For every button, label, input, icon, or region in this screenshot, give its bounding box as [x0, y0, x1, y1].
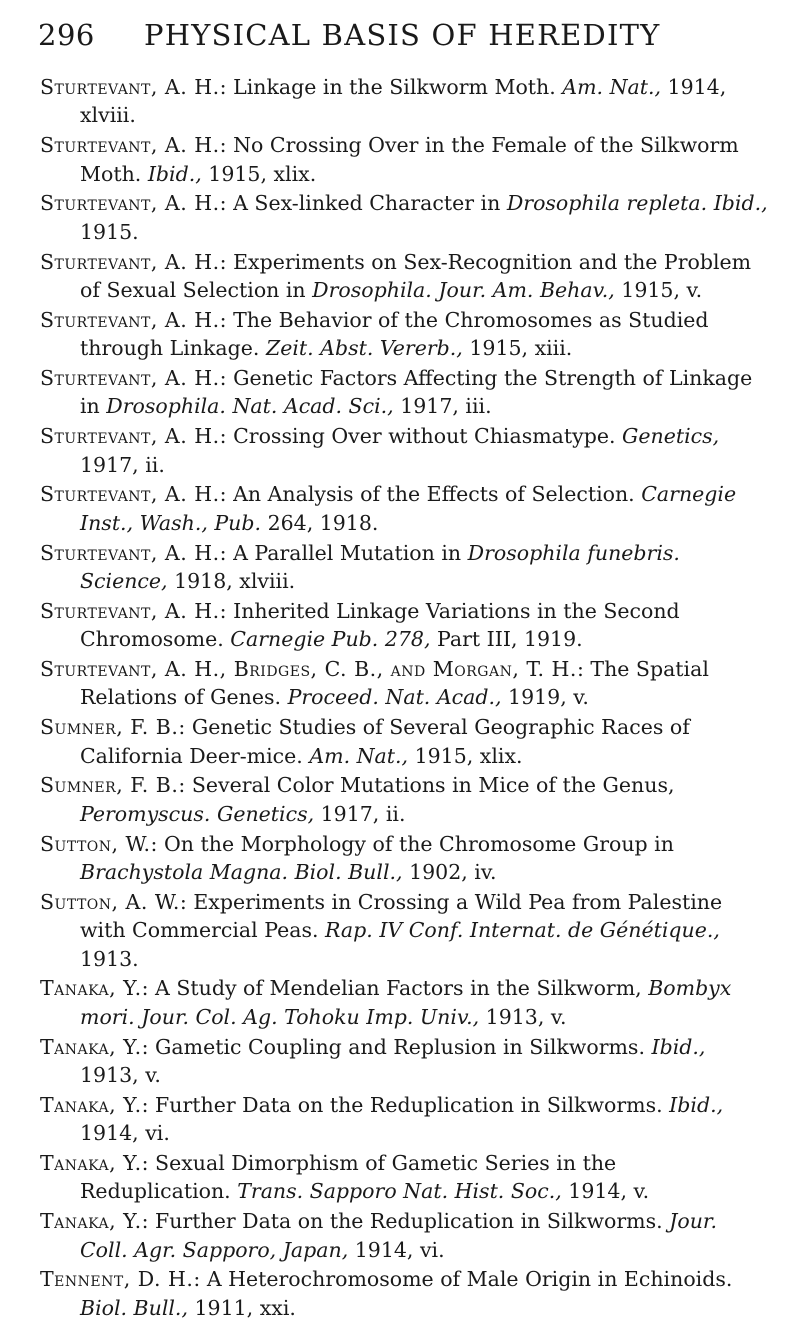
reference-details: 1902, iv.	[409, 860, 497, 885]
reference-entry: Sutton, A. W.: Experiments in Crossing a Wild Pea from Palestine with Commercial Peas. Rap. IV Conf. Internat. de Génétique., 1913.	[40, 889, 723, 971]
reference-details: 1917, ii.	[320, 801, 406, 826]
reference-author: Tennent, D. H.	[40, 1267, 194, 1292]
reference-species: Drosophila.	[312, 278, 432, 303]
reference-entry: Sturtevant, A. H.: A Sex-linked Character in Drosophila repleta. Ibid., 1915.	[40, 191, 768, 244]
reference-title: A Parallel Mutation in	[233, 540, 462, 565]
reference-title: Genetic Factors Affecting the Strength of Linkage in	[80, 366, 753, 419]
reference-journal: Biol. Bull.,	[294, 860, 403, 885]
reference-details: 1913.	[80, 946, 139, 971]
reference-species: Drosophila funebris.	[467, 540, 680, 565]
reference-details: 1915, xlix.	[414, 743, 523, 768]
reference-author: Sutton, W.	[40, 831, 151, 856]
reference-details: 1915, xlix.	[208, 161, 317, 186]
reference-entry: Sturtevant, A. H.: Linkage in the Silkworm Moth. Am. Nat., 1914, xlviii.	[40, 75, 727, 128]
reference-details: 1913, v.	[80, 1063, 161, 1088]
reference-details: 1914, v.	[568, 1179, 650, 1204]
reference-journal: Carnegie Inst., Wash., Pub.	[80, 482, 737, 535]
reference-title: No Crossing Over in the Female of the Silkworm Moth.	[80, 133, 739, 186]
reference-entry: Tanaka, Y.: Further Data on the Reduplication in Silkworms. Ibid., 1914, vi.	[40, 1092, 724, 1146]
reference-details: 1915, v.	[621, 278, 703, 303]
reference-title: An Analysis of the Effects of Selection.	[233, 482, 635, 507]
reference-entry: Sutton, W.: On the Morphology of the Chromosome Group in Brachystola Magna. Biol. Bull., 1902, iv.	[40, 831, 674, 885]
reference-details: 1914, vi.	[80, 1121, 170, 1146]
reference-entry: Sturtevant, A. H.: An Analysis of the Effects of Selection. Carnegie Inst., Wash., Pub. 264, 1918.	[40, 482, 737, 535]
reference-title: Experiments in Crossing a Wild Pea from Palestine with Commercial Peas.	[80, 889, 723, 943]
reference-journal: Jour. Col. Ag. Tohoku Imp. Univ.,	[141, 1004, 480, 1029]
reference-journal: Am. Nat.,	[562, 75, 662, 99]
reference-author: Sturtevant, A. H.	[40, 540, 220, 565]
reference-title: Linkage in the Silkworm Moth.	[233, 75, 556, 99]
running-head: PHYSICAL BASIS OF HEREDITY	[144, 18, 661, 52]
reference-details: Part III, 1919.	[437, 627, 583, 652]
reference-entry: Tanaka, Y.: Gametic Coupling and Replusion in Silkworms. Ibid., 1913, v.	[40, 1034, 706, 1088]
reference-author: Sturtevant, A. H.	[40, 191, 220, 216]
reference-author: Sumner, F. B.	[40, 715, 179, 740]
reference-entry: Sturtevant, A. H.: A Parallel Mutation in Drosophila funebris. Science, 1918, xlviii.	[40, 540, 680, 594]
reference-title: Further Data on the Reduplication in Silkworms.	[155, 1209, 663, 1234]
reference-details: 1915, xiii.	[469, 336, 573, 361]
reference-details: 1917, ii.	[80, 452, 165, 477]
reference-entry: Sturtevant, A. H.: Genetic Factors Affecting the Strength of Linkage in Drosophila. Nat. Acad. Sci., 1917, iii.	[40, 366, 753, 419]
reference-details: 1914, xlviii.	[80, 75, 727, 128]
reference-author: Tanaka, Y.	[40, 1034, 142, 1059]
reference-journal: Proceed. Nat. Acad.,	[287, 685, 502, 710]
reference-journal: Nat. Acad. Sci.,	[232, 394, 394, 419]
reference-author: Tanaka, Y.	[40, 1092, 142, 1117]
reference-title: A Study of Mendelian Factors in the Silkworm,	[155, 976, 642, 1001]
reference-title: The Behavior of the Chromosomes as Studied through Linkage.	[80, 307, 709, 361]
reference-details: 1918, xlviii.	[174, 569, 296, 594]
reference-species: Peromyscus.	[80, 801, 211, 826]
reference-details: 1914, vi.	[354, 1237, 445, 1262]
reference-title: Inherited Linkage Variations in the Second Chromosome.	[80, 598, 680, 652]
reference-author: Sturtevant, A. H.	[40, 482, 220, 507]
reference-details: 1911, xxi.	[194, 1295, 296, 1320]
reference-details: 1915.	[80, 219, 139, 244]
reference-journal: Genetics,	[622, 424, 720, 449]
reference-entry: Tanaka, Y.: Further Data on the Reduplication in Silkworms. Jour. Coll. Agr. Sapporo, Japan, 1914, vi.	[40, 1209, 717, 1262]
reference-title: On the Morphology of the Chromosome Group in	[163, 831, 674, 856]
reference-journal: Ibid.,	[713, 191, 768, 216]
reference-author: Tanaka, Y.	[40, 1151, 142, 1176]
reference-details: 1919, v.	[508, 685, 589, 710]
reference-entry: Tennent, D. H.: A Heterochromosome of Male Origin in Echinoids. Biol. Bull., 1911, xxi.	[40, 1267, 733, 1320]
reference-species: Bombyx mori.	[80, 976, 732, 1029]
reference-title: A Sex-linked Character in	[233, 191, 501, 216]
reference-entry: Sturtevant, A. H.: Experiments on Sex-Recognition and the Problem of Sexual Selection in Drosophila. Jour. Am. Behav., 1915, v.	[40, 249, 752, 303]
reference-journal: Biol. Bull.,	[80, 1295, 188, 1320]
reference-journal: Rap. IV Conf. Internat. de Génétique.,	[325, 918, 720, 943]
reference-entry: Sturtevant, A. H.: The Behavior of the Chromosomes as Studied through Linkage. Zeit. Abst. Vererb., 1915, xiii.	[40, 307, 709, 361]
reference-journal: Trans. Sapporo Nat. Hist. Soc.,	[237, 1179, 562, 1204]
page-number: 296	[38, 18, 95, 52]
reference-entry: Sturtevant, A. H.: Crossing Over without Chiasmatype. Genetics, 1917, ii.	[40, 424, 720, 477]
reference-species: Drosophila.	[106, 394, 226, 419]
reference-journal: Science,	[80, 569, 168, 594]
reference-details: 1913, v.	[485, 1004, 567, 1029]
reference-entry: Sturtevant, A. H.: No Crossing Over in the Female of the Silkworm Moth. Ibid., 1915, xlix.	[40, 133, 739, 186]
page-header	[38, 18, 768, 58]
reference-title: Genetic Studies of Several Geographic Races of California Deer-mice.	[80, 715, 690, 768]
reference-title: The Spatial Relations of Genes.	[80, 657, 709, 710]
reference-details: 1917, iii.	[400, 394, 492, 419]
reference-author: Sturtevant, A. H.	[40, 366, 220, 391]
reference-title: Further Data on the Reduplication in Silkworms.	[155, 1092, 663, 1117]
reference-species: Brachystola Magna.	[80, 860, 289, 885]
reference-details: 264, 1918.	[267, 510, 379, 535]
reference-author: Sturtevant, A. H.	[40, 424, 220, 449]
reference-author: Tanaka, Y.	[40, 976, 142, 1001]
reference-species: Drosophila repleta.	[506, 191, 708, 216]
reference-journal: Jour. Coll. Agr. Sapporo, Japan,	[80, 1209, 717, 1262]
reference-journal: Genetics,	[216, 801, 315, 826]
reference-title: Sexual Dimorphism of Gametic Series in the Reduplication.	[80, 1151, 617, 1204]
reference-author: Sturtevant, A. H.	[40, 307, 220, 332]
reference-entry: Tanaka, Y.: Sexual Dimorphism of Gametic Series in the Reduplication. Trans. Sapporo Nat. Hist. Soc., 1914, v.	[40, 1151, 650, 1204]
reference-journal: Zeit. Abst. Vererb.,	[265, 336, 463, 361]
reference-title: Experiments on Sex-Recognition and the Problem of Sexual Selection in	[80, 249, 752, 303]
reference-journal: Ibid.,	[651, 1034, 706, 1059]
reference-journal: Carnegie Pub. 278,	[230, 627, 431, 652]
reference-title: Several Color Mutations in Mice of the Genus,	[191, 773, 675, 798]
reference-entry: Sumner, F. B.: Genetic Studies of Several Geographic Races of California Deer-mice. Am. Nat., 1915, xlix.	[40, 715, 690, 768]
reference-author: Sturtevant, A. H.	[40, 133, 220, 158]
bibliography-list	[40, 73, 770, 1324]
reference-author: Sturtevant, A. H.	[40, 75, 220, 99]
reference-author: Sumner, F. B.	[40, 773, 179, 798]
reference-journal: Ibid.,	[147, 161, 202, 186]
reference-entry: Sturtevant, A. H.: Inherited Linkage Variations in the Second Chromosome. Carnegie Pub. 278, Part III, 1919.	[40, 598, 680, 652]
reference-author: Tanaka, Y.	[40, 1209, 142, 1234]
reference-author: Sutton, A. W.	[40, 889, 180, 914]
reference-entry: Sumner, F. B.: Several Color Mutations in Mice of the Genus, Peromyscus. Genetics, 1917, ii.	[40, 773, 675, 826]
reference-journal: Am. Nat.,	[309, 743, 409, 768]
reference-entry: Tanaka, Y.: A Study of Mendelian Factors in the Silkworm, Bombyx mori. Jour. Col. Ag. Tohoku Imp. Univ., 1913, v.	[40, 976, 732, 1029]
reference-author: Sturtevant, A. H., Bridges, C. B., and Morgan, T. H.	[40, 657, 577, 682]
reference-journal: Jour. Am. Behav.,	[438, 278, 615, 303]
reference-author: Sturtevant, A. H.	[40, 598, 220, 623]
reference-title: A Heterochromosome of Male Origin in Echinoids.	[206, 1267, 733, 1292]
reference-journal: Ibid.,	[669, 1092, 724, 1117]
reference-title: Gametic Coupling and Replusion in Silkworms.	[155, 1034, 645, 1059]
reference-title: Crossing Over without Chiasmatype.	[233, 424, 616, 449]
reference-author: Sturtevant, A. H.	[40, 249, 220, 274]
reference-entry: Sturtevant, A. H., Bridges, C. B., and Morgan, T. H.: The Spatial Relations of Genes. Proceed. Nat. Acad., 1919, v.	[40, 657, 709, 710]
